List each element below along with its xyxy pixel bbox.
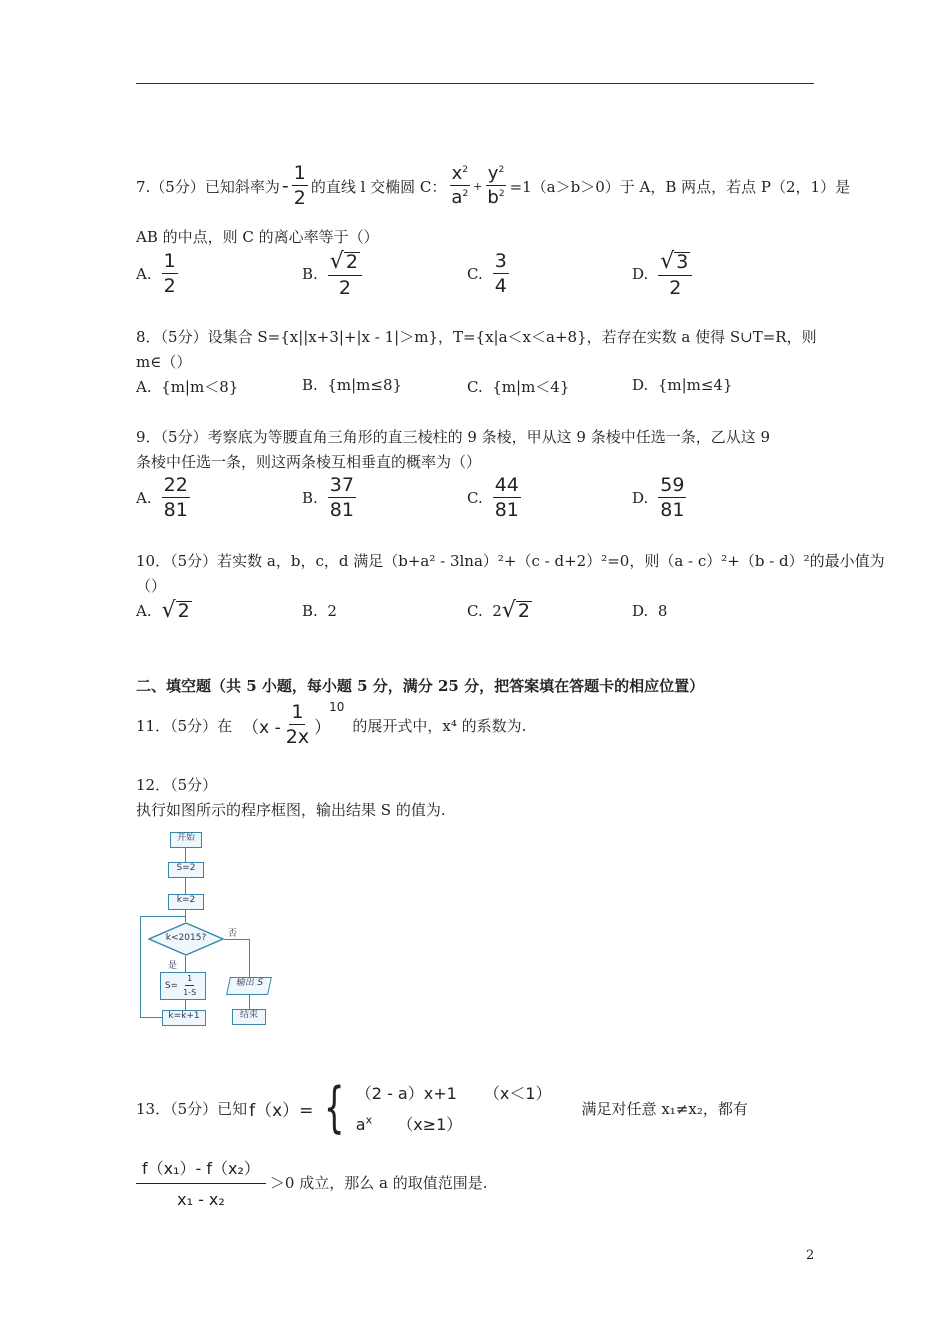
q10-options [136,596,816,626]
fc-loop-left [140,916,141,1018]
q9-option-b[interactable] [302,476,359,520]
q13-case1-expr: （2 - a）x+1 [355,1084,457,1103]
q7-option-b-fraction [328,248,362,299]
option-label: C. [467,265,483,283]
frac-den: 81 [329,499,354,521]
q7-slope-fraction [292,164,308,208]
q13-condition [136,1150,487,1214]
q13-fx: f（x）= [249,1100,314,1121]
option-label: A. [136,602,152,620]
sqrt: √ 2 [328,251,362,276]
q9-option-a[interactable] [136,476,193,520]
fc-arrow [249,995,250,1009]
q7-x-sup: 2 [462,165,468,175]
q7-plus: + [473,179,483,193]
q7-y-fraction [485,165,506,207]
question-7-line1 [136,160,850,212]
q8-option-a[interactable] [136,376,238,397]
frac-num: 3 [494,250,507,272]
fc-line-no-down [249,939,250,977]
q10-option-d[interactable] [632,596,667,626]
option-label: C. [467,602,483,620]
section-2-heading: 二、填空题（共 5 小题，每小题 5 分，满分 25 分，把答案填在答题卡的相应位置） [136,677,705,695]
q7-x-fraction [449,165,470,207]
q13-case1-cond: （x＜1） [483,1084,552,1103]
q11-fraction [284,703,311,747]
q12-line2: 执行如图所示的程序框图，输出结果 S 的值为. [136,801,446,819]
sqrt: √ 3 [658,251,692,276]
fc-update-s-fraction [181,975,198,997]
q7-y: y [487,163,499,184]
q13-head: 13．（5分）已知 [136,1099,248,1118]
q7-option-d[interactable] [632,248,695,299]
option-text: {m|m≤4} [657,376,733,394]
q13-piecewise [356,1081,552,1135]
q13-case2-base: a [355,1115,366,1134]
q7-option-a[interactable] [136,252,181,296]
q8-option-c[interactable] [467,376,569,397]
option-text: 2 [327,602,337,620]
q8-line1: 8．（5分）设集合 S={x||x+3|+|x - 1|＞m}，T={x|a＜x＜a+8}，若存在实数 a 使得 S∪T=R，则 [136,328,817,346]
q7-b-sup: 2 [498,189,505,199]
fraction [328,476,356,520]
q7-option-c[interactable] [467,252,512,296]
q7-slope-num: 1 [293,162,306,184]
fc-update-s [160,972,206,1000]
q8-options [136,376,816,398]
option-label: A. [136,489,152,507]
option-text: {m|m≤8} [327,376,403,394]
q13-case1 [356,1081,552,1104]
radicand: 3 [676,250,689,273]
frac-den: 81 [660,499,685,521]
q13-case2-cond: （x≥1） [397,1115,463,1134]
q7-tail: =1（a＞b＞0）于 A，B 两点，若点 P（2，1）是 [509,177,851,196]
option-text: {m|m＜4} [492,378,570,396]
fraction [162,476,190,520]
option-label: B. [302,376,318,394]
q7-options [136,248,816,299]
q9-options [136,476,816,520]
q10-option-a[interactable] [136,596,192,626]
q10-line2: （） [136,577,167,595]
frac-den: 2 [163,275,176,297]
q11-power: 10 [329,700,345,714]
q11-tail: 的展开式中，x⁴ 的系数为. [352,716,527,735]
q13-fraction [136,1156,266,1209]
header-rule [136,83,814,84]
fc-init-s: S=2 [168,862,204,878]
fraction [658,476,686,520]
option-text: {m|m＜8} [161,378,239,396]
fraction [493,476,521,520]
fc-condition: k<2015? [165,933,207,943]
q7-b: b [487,187,499,208]
q7-x: x [451,163,463,184]
q13-tail: 满足对任意 x₁≠x₂，都有 [581,1099,748,1118]
radicand: 2 [517,600,530,623]
radicand: 2 [177,600,190,623]
option-label: C. [467,378,483,396]
fc-yes-label: 是 [168,961,178,971]
q7-option-c-fraction [493,252,509,296]
option-label: A. [136,265,152,283]
coefficient: 2 [492,602,502,620]
q12-line1: 12．（5分） [136,776,218,794]
frac-num: 59 [660,474,685,496]
q7-option-d-fraction [658,248,692,299]
q7-a-sup: 2 [462,189,469,199]
fc-loop-bottom [140,1017,162,1018]
fc-arrow [185,878,186,894]
q9-line1: 9．（5分）考察底为等腰直角三角形的直三棱柱的 9 条棱，甲从这 9 条棱中任选一条，乙从这 9 [136,428,771,446]
option-label: D. [632,376,649,394]
page-number: 2 [806,1248,815,1263]
option-label: D. [632,602,649,620]
option-text: 8 [657,602,668,620]
option-label: A. [136,378,152,396]
q8-line2: m∈（） [136,353,192,371]
q7-mid: 的直线 l 交椭圆 C： [310,177,447,196]
q13-frac-num: f（x₁）- f（x₂） [136,1156,266,1184]
q10-line1: 10．（5分）若实数 a，b，c，d 满足（b+a² - 3lna）²+（c - d+2）²=0，则（a - c）²+（b - d）²的最小值为 [136,552,885,570]
option-label: B. [302,602,318,620]
frac-den: 81 [163,499,188,521]
fc-arrow [185,848,186,862]
q11-expr-right: ） [314,717,332,738]
frac-den: 2 [338,276,351,299]
frac-num: 1 [185,975,194,986]
question-11 [136,698,526,752]
q9-option-c[interactable] [467,476,524,520]
q13-conclusion: ＞0 成立，那么 a 的取值范围是. [269,1173,488,1192]
q9-option-d[interactable] [632,476,689,520]
q7-y-sup: 2 [498,165,505,175]
sqrt: √ 2 [161,598,190,623]
frac-den: 1-S [183,988,197,997]
q8-option-b[interactable] [302,376,402,394]
fc-init-k: k=2 [168,894,204,910]
q11-expr-left: （x - [242,717,281,738]
q7-head: 7.（5分）已知斜率为 [136,177,280,196]
fc-output: 输出 S [226,977,272,995]
q9-line2: 条棱中任选一条，则这两条棱互相垂直的概率为（） [136,453,482,471]
q11-head: 11．（5分）在 [136,716,233,735]
fc-no-label: 否 [228,929,238,939]
option-label: B. [302,265,318,283]
fc-line-yes [185,956,186,972]
frac-den: 2x [285,726,310,748]
fc-arrow [185,1000,186,1010]
frac-num: 37 [329,474,354,496]
option-label: D. [632,489,649,507]
frac-den: 81 [494,499,519,521]
fc-update-k: k=k+1 [162,1010,206,1026]
q10-option-b[interactable] [302,596,337,626]
radicand: 2 [345,250,358,273]
brace-icon: { [324,1076,345,1139]
q7-slope-den: 2 [293,187,306,209]
q7-option-a-fraction [162,252,178,296]
q13-case2 [356,1112,552,1135]
fc-loop-top [140,916,186,917]
question-13 [136,1075,748,1141]
frac-num: 44 [494,474,519,496]
frac-num: 1 [163,250,176,272]
option-label: C. [467,489,483,507]
q10-option-c[interactable] [467,596,532,626]
frac-num: 1 [291,701,304,723]
q7-line2: AB 的中点，则 C 的离心率等于（） [136,228,379,246]
frac-num: 22 [163,474,188,496]
frac-den: 2 [669,276,682,299]
fc-update-s-label: S= [164,980,179,991]
sqrt: √ 2 [501,598,530,623]
frac-den: 4 [494,275,507,297]
fc-end: 结束 [232,1009,266,1025]
program-flowchart [136,828,284,1038]
fc-start: 开始 [170,832,202,848]
q13-frac-den: x₁ - x₂ [177,1189,225,1209]
q7-minus: - [281,175,289,197]
q13-case2-sup: x [365,1113,373,1127]
q8-option-d[interactable] [632,376,733,394]
q7-a: a [451,187,463,208]
option-label: B. [302,489,318,507]
option-label: D. [632,265,649,283]
q7-option-b[interactable] [302,248,365,299]
fc-line-no [224,939,250,940]
